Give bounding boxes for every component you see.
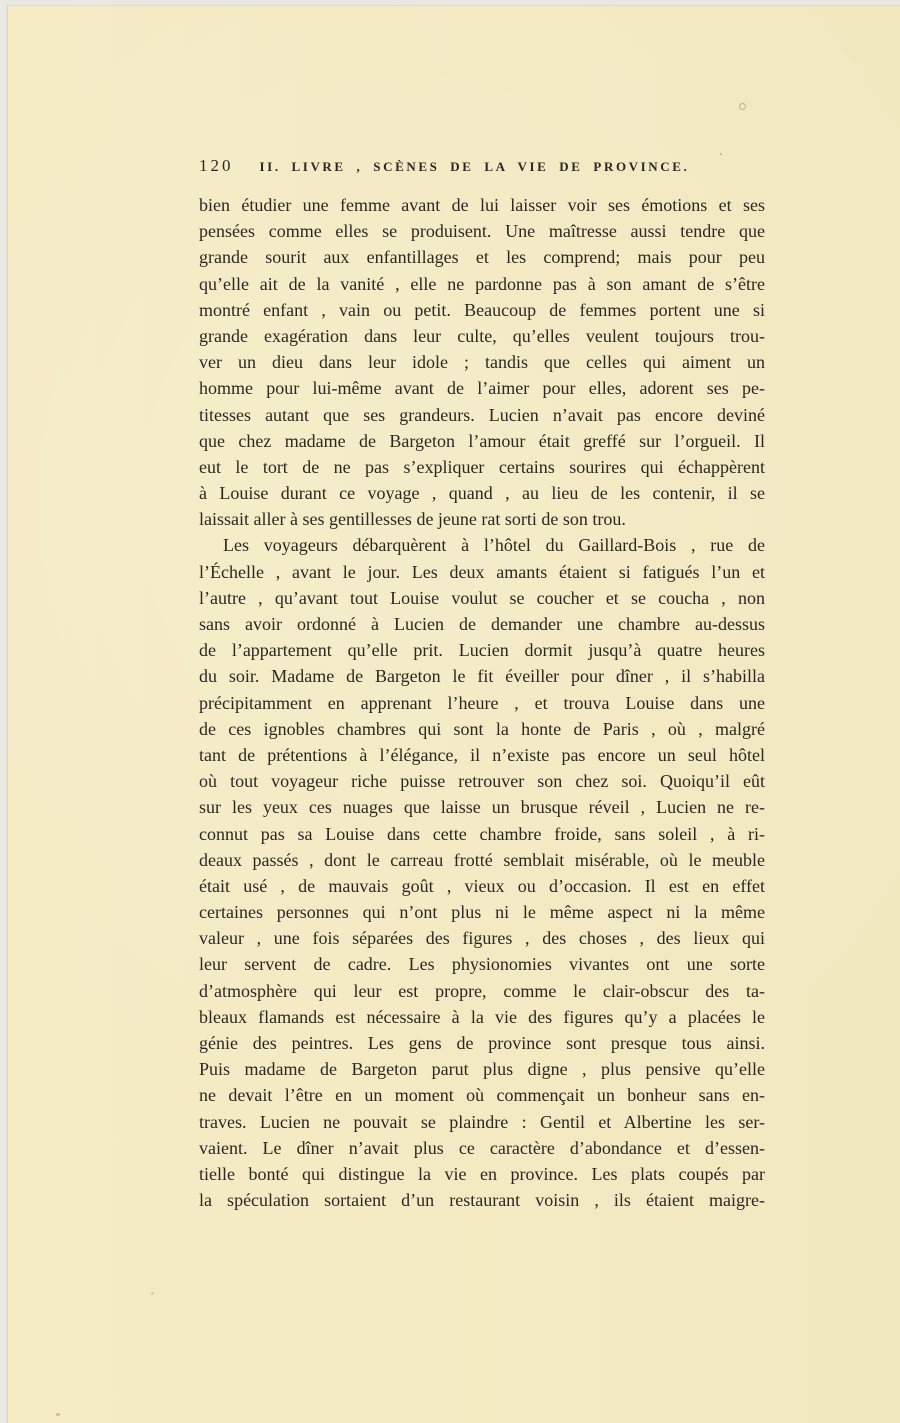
- body-text: [199, 192, 765, 1213]
- text-line: qu’elle ait de la vanité , elle ne pardonne pas à son amant de s’être: [199, 273, 765, 294]
- text-line: d’atmosphère qui leur est propre, comme le clair-obscur des ta-: [199, 980, 765, 1001]
- text-line: de l’appartement qu’elle prit. Lucien dormit jusqu’à quatre heures: [199, 640, 765, 661]
- running-title: II. LIVRE , SCÈNES DE LA VIE DE PROVINCE.: [259, 159, 690, 174]
- text-line: Les voyageurs débarquèrent à l’hôtel du Gaillard-Bois , rue de: [223, 535, 765, 556]
- text-line: Puis madame de Bargeton parut plus digne , plus pensive qu’elle: [199, 1059, 765, 1080]
- text-line: sans avoir ordonné à Lucien de demander une chambre au-dessus: [199, 614, 765, 634]
- text-line: eut le tort de ne pas s’expliquer certains sourires qui échappèrent: [199, 456, 765, 477]
- text-line: connut pas sa Louise dans cette chambre froide, sans soleil , à ri-: [199, 823, 765, 844]
- paper-speck: [56, 1413, 60, 1416]
- text-line: ver un dieu dans leur idole ; tandis que celles qui aiment un: [199, 352, 765, 373]
- text-line: vaient. Le dîner n’avait plus ce caractère d’abondance et d’essen-: [199, 1137, 765, 1158]
- page-number: 120: [199, 156, 234, 175]
- text-line: l’Échelle , avant le jour. Les deux amants étaient si fatigués l’un et: [199, 561, 765, 582]
- text-line: certaines personnes qui n’ont plus ni le même aspect ni la même: [199, 902, 765, 923]
- page-header: [199, 156, 765, 176]
- text-line: valeur , une fois séparées des figures , des choses , des lieux qui: [199, 928, 765, 949]
- text-line: bien étudier une femme avant de lui laisser voir ses émotions et ses: [199, 195, 765, 215]
- text-line: où tout voyageur riche puisse retrouver son chez soi. Quoiqu’il eût: [199, 771, 765, 792]
- text-line: sur les yeux ces nuages que laisse un brusque réveil , Lucien ne re-: [199, 797, 765, 818]
- text-line: la spéculation sortaient d’un restaurant voisin , ils étaient maigre-: [199, 1190, 765, 1211]
- text-line: bleaux flamands est nécessaire à la vie des figures qu’y a placées le: [199, 1006, 765, 1027]
- text-line: homme pour lui-même avant de l’aimer pour elles, adorent ses pe-: [199, 378, 765, 399]
- text-line: l’autre , qu’avant tout Louise voulut se coucher et se coucha , non: [199, 587, 765, 608]
- text-line: que chez madame de Bargeton l’amour était greffé sur l’orgueil. Il: [199, 430, 765, 451]
- text-line: du soir. Madame de Bargeton le fit éveiller pour dîner , il s’habilla: [199, 666, 765, 687]
- text-line: de ces ignobles chambres qui sont la honte de Paris , où , malgré: [199, 718, 765, 739]
- text-line: laissait aller à ses gentillesses de jeune rat sorti de son trou.: [199, 509, 626, 530]
- text-line: était usé , de mauvais goût , vieux ou d’occasion. Il est en effet: [199, 875, 765, 896]
- paper-speck: [720, 153, 722, 155]
- text-line: leur servent de cadre. Les physionomies vivantes ont une sorte: [199, 954, 765, 975]
- text-line: grande exagération dans leur culte, qu’elles veulent toujours trou-: [199, 325, 765, 346]
- paper-speck: [739, 103, 746, 110]
- book-page: [7, 5, 900, 1423]
- text-line: grande sourit aux enfantillages et les comprend; mais pour peu: [199, 247, 765, 268]
- text-line: traves. Lucien ne pouvait se plaindre : Gentil et Albertine les ser-: [199, 1111, 765, 1132]
- text-line: titesses autant que ses grandeurs. Lucien n’avait pas encore deviné: [199, 404, 765, 425]
- paper-speck: [151, 1292, 154, 1295]
- text-line: tant de prétentions à l’élégance, il n’existe pas encore un seul hôtel: [199, 744, 765, 765]
- text-line: tielle bonté qui distingue la vie en province. Les plats coupés par: [199, 1163, 765, 1184]
- text-line: à Louise durant ce voyage , quand , au lieu de les contenir, il se: [199, 483, 765, 504]
- text-line: pensées comme elles se produisent. Une maîtresse aussi tendre que: [199, 221, 765, 242]
- text-line: génie des peintres. Les gens de province sont presque tous ainsi.: [199, 1033, 765, 1053]
- text-line: deaux passés , dont le carreau frotté semblait misérable, où le meuble: [199, 849, 765, 870]
- text-line: ne devait l’être en un moment où commençait un bonheur sans en-: [199, 1085, 765, 1106]
- text-line: montré enfant , vain ou petit. Beaucoup de femmes portent une si: [199, 299, 765, 320]
- text-line: précipitamment en apprenant l’heure , et trouva Louise dans une: [199, 692, 765, 713]
